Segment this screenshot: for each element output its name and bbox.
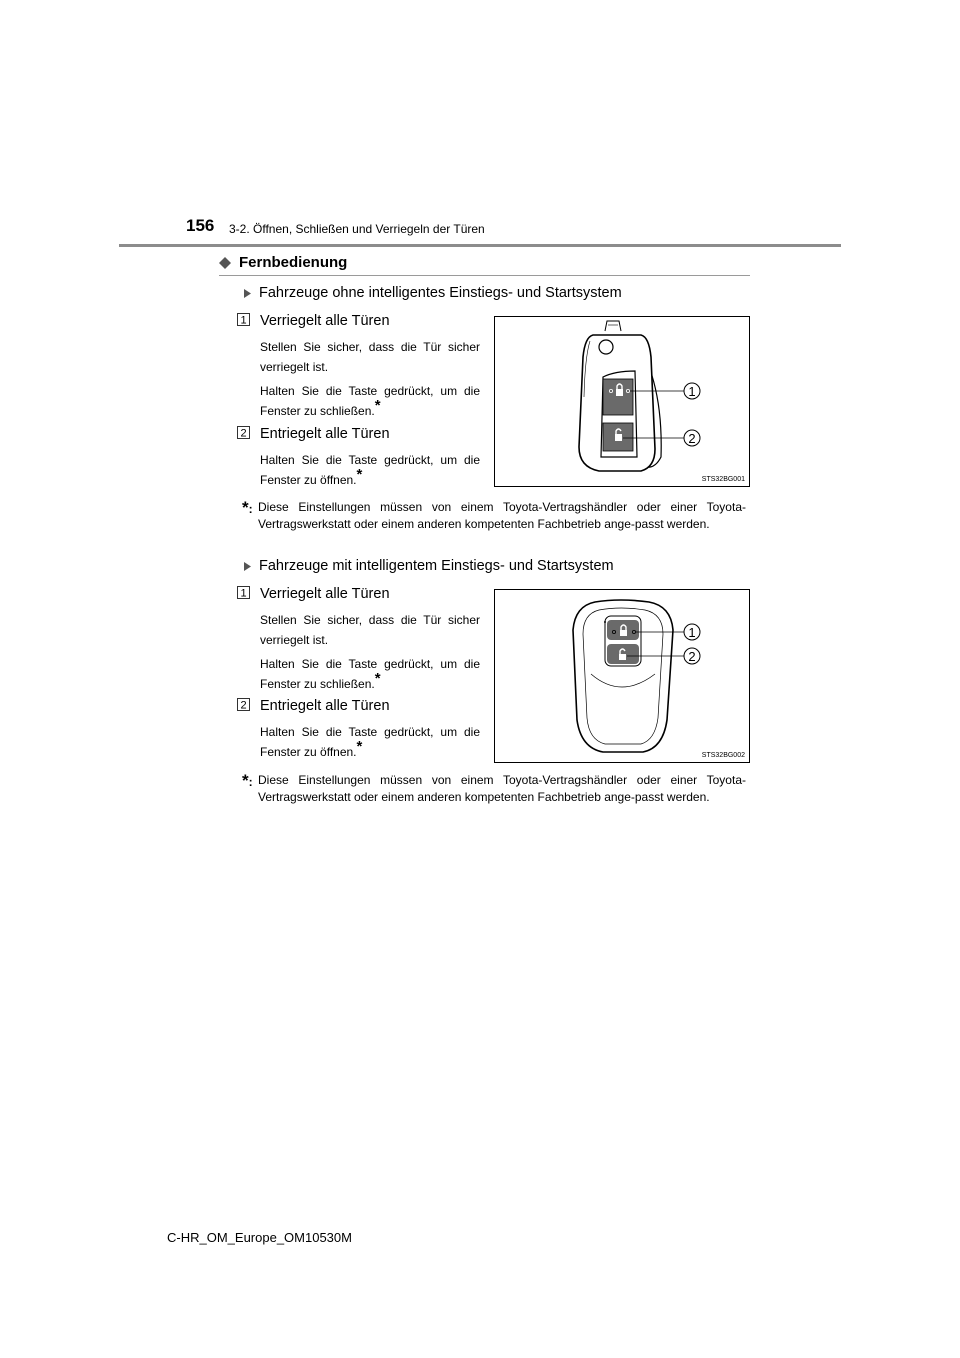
svg-text:2: 2: [240, 699, 247, 711]
figure-remote-key: [494, 316, 750, 487]
asterisk-mark: *: [374, 670, 381, 687]
section-divider: [219, 275, 750, 276]
step-title: Verriegelt alle Türen: [260, 586, 390, 602]
smart-key-illustration: [495, 590, 749, 762]
step-number-2-icon: [237, 698, 250, 711]
triangle-bullet-icon: [244, 289, 251, 298]
figure-code: STS32BG001: [701, 476, 745, 483]
section-title: Fernbedienung: [239, 254, 348, 271]
svg-text:1: 1: [240, 314, 247, 326]
step-paragraph: Stellen Sie sicher, dass die Tür sicher verriegelt ist.: [260, 340, 480, 374]
asterisk-mark: *: [242, 771, 249, 790]
svg-text:2: 2: [688, 431, 696, 446]
subheading-text: Fahrzeuge ohne intelligentes Einstiegs- und Startsystem: [259, 285, 622, 301]
step-number-2-icon: [237, 426, 250, 439]
figure-code: STS32BG002: [701, 752, 745, 759]
footnote: *: Diese Einstellungen müssen von einem Toyota-Vertragshändler oder einer Toyota-Vertragswerkstatt oder einem anderen kompetenten Fachbetrieb ange-passt werden.: [242, 771, 746, 804]
step-title: Verriegelt alle Türen: [260, 313, 390, 329]
subheading-without-smart-key: [244, 285, 622, 301]
step-paragraph: Halten Sie die Taste gedrückt, um die Fenster zu schließen.*: [260, 657, 480, 691]
triangle-bullet-icon: [244, 562, 251, 571]
asterisk-mark: *: [374, 397, 381, 414]
subheading-text: Fahrzeuge mit intelligentem Einstiegs- und Startsystem: [259, 558, 614, 574]
asterisk-mark: *: [356, 466, 363, 483]
remote-key-illustration: [495, 317, 749, 486]
asterisk-mark: *: [356, 738, 363, 755]
page-number: 156: [186, 216, 215, 235]
step-title: Entriegelt alle Türen: [260, 426, 390, 442]
footnote-text: Diese Einstellungen müssen von einem Toyota-Vertragshändler oder einer Toyota-Vertragswerkstatt oder einem anderen kompetenten Fachbetrieb ange-passt werden.: [258, 500, 746, 531]
step-paragraph: Halten Sie die Taste gedrückt, um die Fenster zu öffnen.*: [260, 453, 480, 487]
document-id: C-HR_OM_Europe_OM10530M: [167, 1230, 352, 1245]
step-number-1-icon: [237, 313, 250, 326]
asterisk-mark: *: [242, 498, 249, 517]
step-paragraph: Halten Sie die Taste gedrückt, um die Fenster zu öffnen.*: [260, 725, 480, 759]
step-title: Entriegelt alle Türen: [260, 698, 390, 714]
svg-text:2: 2: [240, 427, 247, 439]
diamond-icon: [219, 257, 231, 269]
footnote-text: Diese Einstellungen müssen von einem Toyota-Vertragshändler oder einer Toyota-Vertragswerkstatt oder einem anderen kompetenten Fachbetrieb ange-passt werden.: [258, 773, 746, 804]
svg-text:1: 1: [240, 587, 247, 599]
header-divider: [119, 244, 841, 247]
step-number-1-icon: [237, 586, 250, 599]
footnote: *: Diese Einstellungen müssen von einem Toyota-Vertragshändler oder einer Toyota-Vertragswerkstatt oder einem anderen kompetenten Fachbetrieb ange-passt werden.: [242, 498, 746, 531]
step-paragraph: Stellen Sie sicher, dass die Tür sicher verriegelt ist.: [260, 613, 480, 647]
figure-smart-key: [494, 589, 750, 763]
step-paragraph: Halten Sie die Taste gedrückt, um die Fenster zu schließen.*: [260, 384, 480, 418]
svg-text:1: 1: [688, 625, 696, 640]
svg-text:1: 1: [688, 384, 696, 399]
subheading-with-smart-key: [244, 558, 614, 574]
chapter-title: 3-2. Öffnen, Schließen und Verriegeln der Türen: [229, 222, 485, 236]
section-heading: [219, 254, 347, 271]
svg-text:2: 2: [688, 649, 696, 664]
